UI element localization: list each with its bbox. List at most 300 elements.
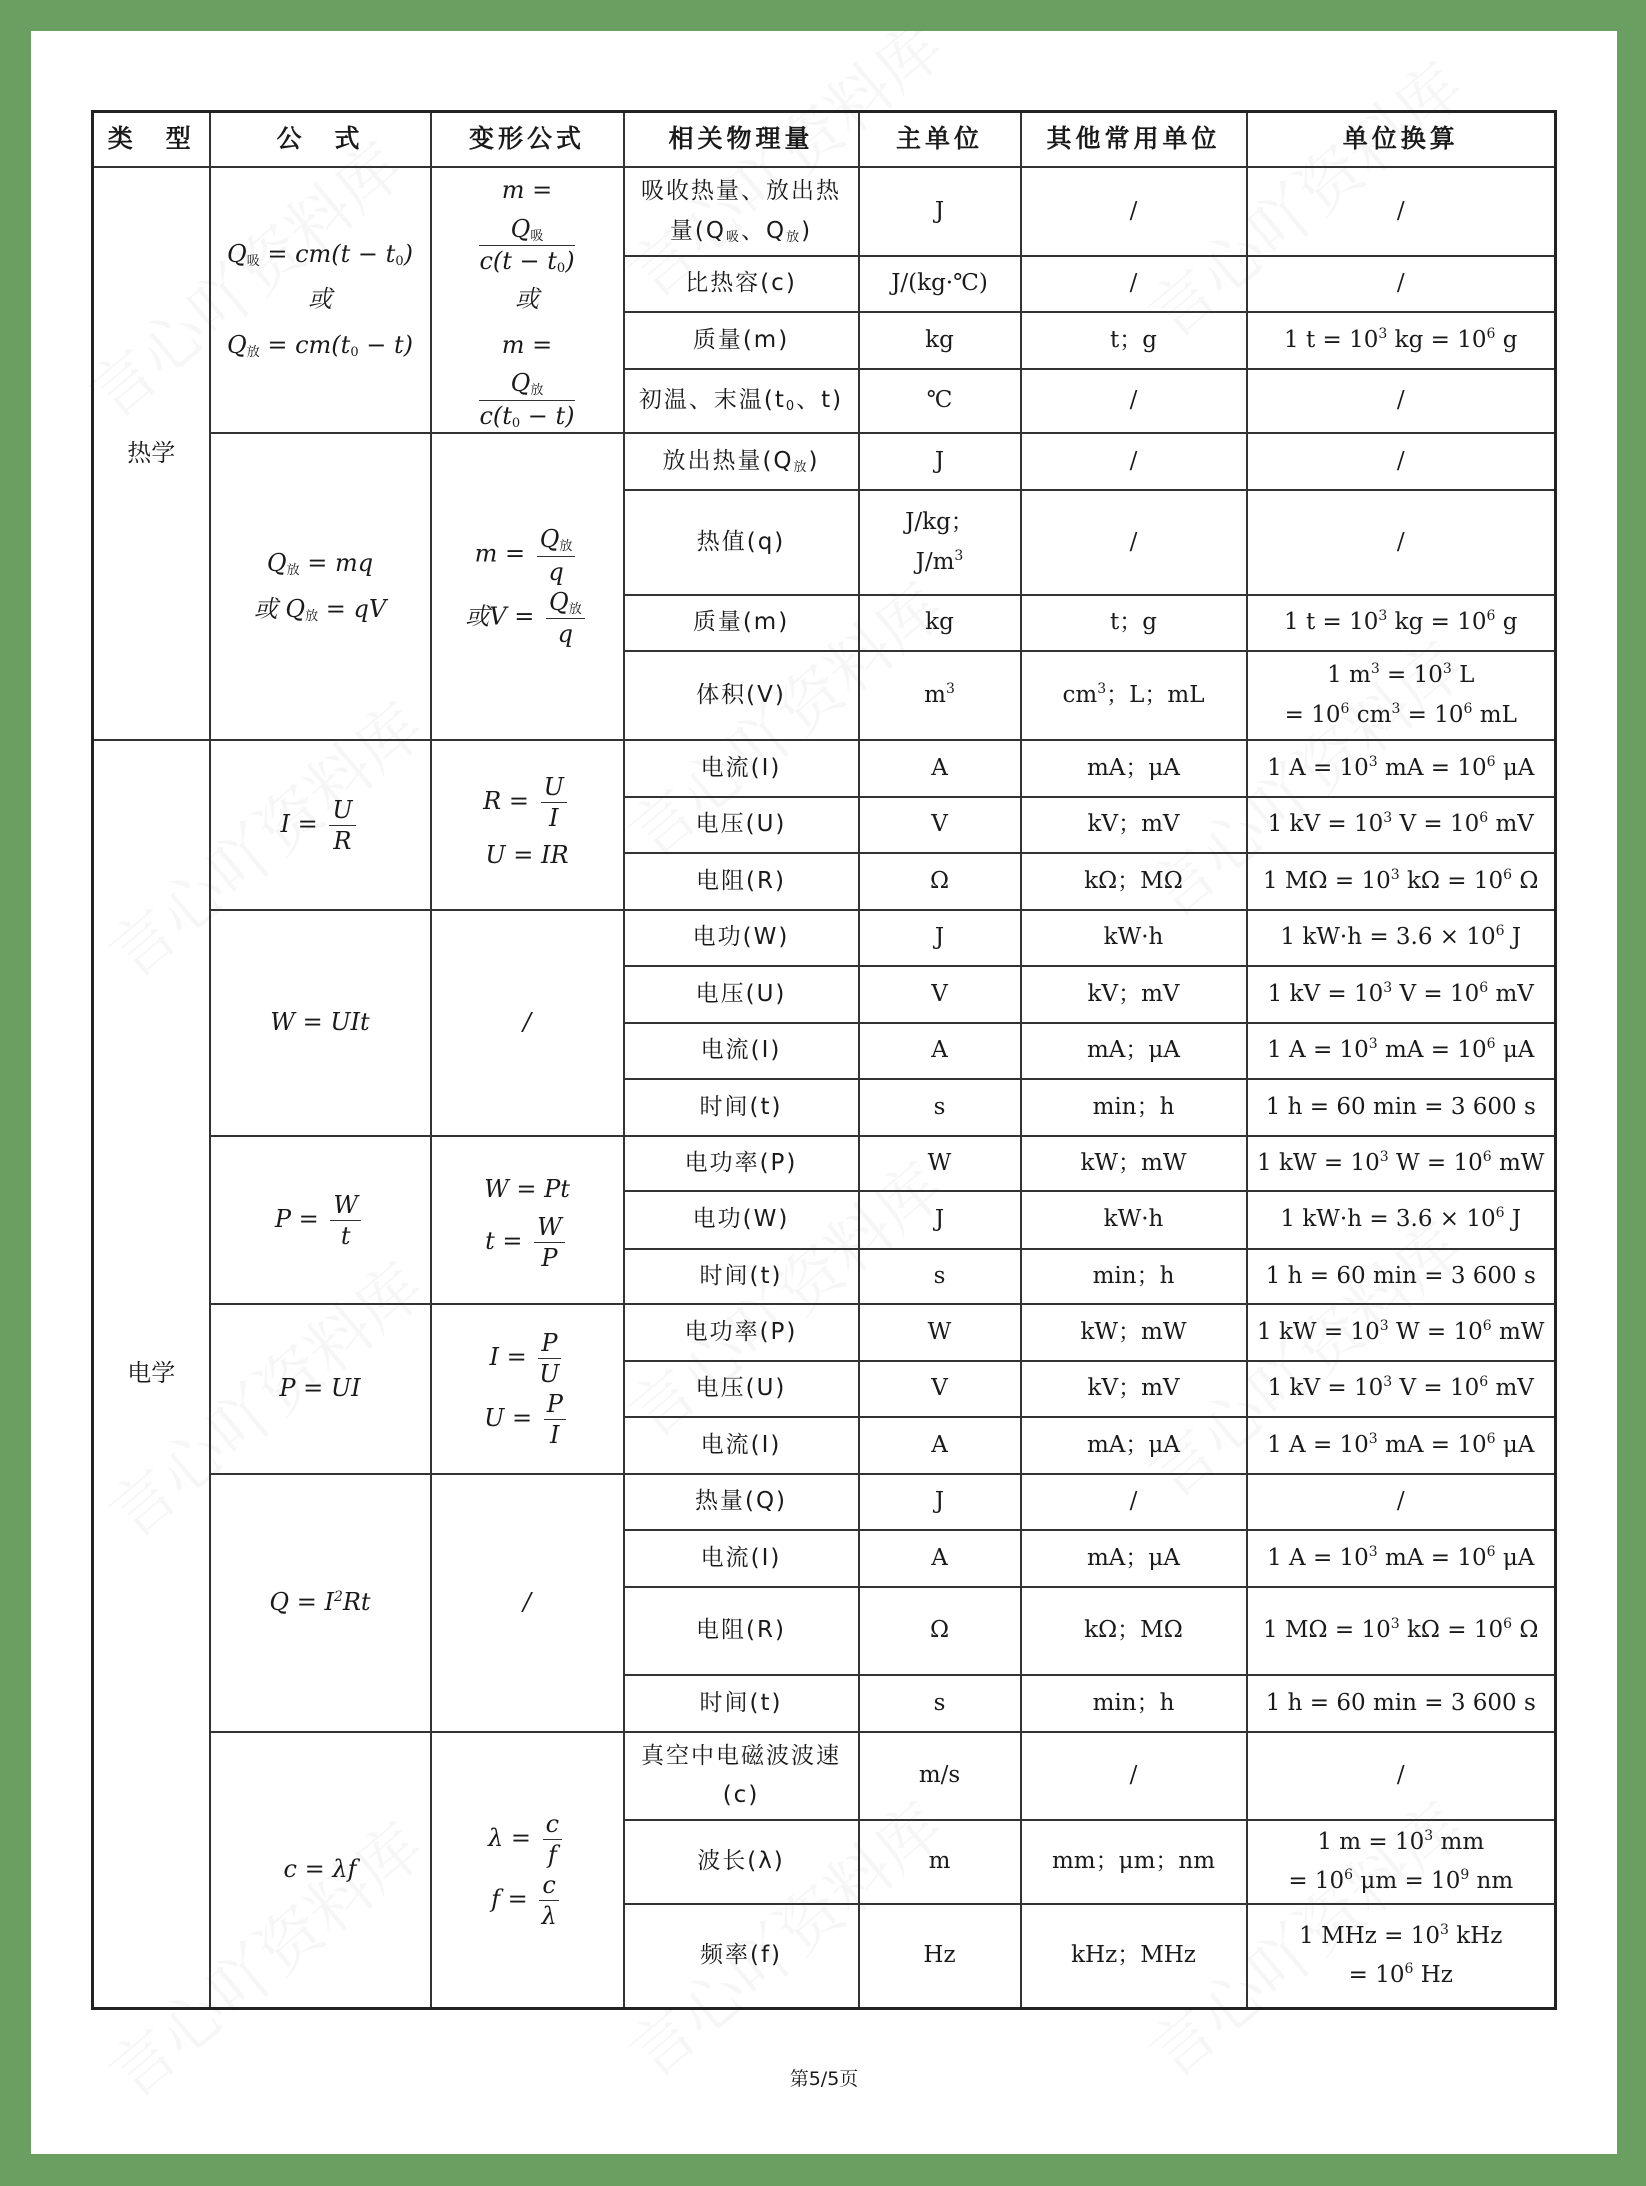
other-units-cell: mA；μA: [1021, 1023, 1247, 1079]
text-run: 1 MΩ = 10: [1263, 1617, 1391, 1644]
text-run: c(t − t: [479, 246, 557, 275]
formula-line: [438, 1809, 617, 1870]
text-run: μA: [1495, 1431, 1535, 1458]
formula-line: [217, 1190, 424, 1251]
formula-line: [438, 1212, 617, 1273]
type-cell: 热学: [93, 167, 210, 740]
text-run: 1 MΩ = 10: [1263, 867, 1391, 894]
text-run: 1 t = 10: [1284, 609, 1379, 636]
main-unit-cell: J: [859, 167, 1021, 256]
quantity-cell: 频率(f): [624, 1904, 859, 2008]
other-units-cell: /: [1021, 1474, 1247, 1530]
formula-line: [217, 1366, 424, 1412]
formula-line: [438, 833, 617, 879]
numerator: [330, 1190, 361, 1221]
subscript: 吸: [725, 229, 741, 245]
text-run: cm: [1349, 701, 1392, 728]
text-run: 或 Q: [253, 594, 306, 623]
text-run: 初温、末温(t: [638, 387, 786, 414]
text-run: 1 A = 10: [1267, 1037, 1369, 1064]
conversion-cell: [1247, 1530, 1556, 1587]
conversion-cell: [1247, 966, 1556, 1023]
text-run: c: [542, 1870, 556, 1899]
main-unit-cell: kg: [859, 595, 1021, 651]
quantity-cell: 热值(q): [624, 490, 859, 595]
main-unit-cell: W: [859, 1136, 1021, 1191]
text-run: = mq: [299, 548, 374, 577]
subscript: 放: [305, 608, 319, 624]
type-cell: 电学: [93, 740, 210, 2008]
superscript: 6: [1486, 1543, 1496, 1560]
conversion-cell: /: [1247, 369, 1556, 433]
variant-formula-cell: [431, 1732, 624, 2008]
formula-line: [438, 168, 617, 214]
subscript: 放: [568, 601, 582, 617]
superscript: 9: [1460, 1867, 1470, 1883]
text-run: mV: [1488, 811, 1534, 838]
subscript: 0: [556, 260, 566, 276]
superscript: 3: [1368, 1430, 1378, 1447]
table-row: [93, 1732, 1556, 1820]
other-units-cell: /: [1021, 256, 1247, 312]
other-units-cell: kV；mV: [1021, 966, 1247, 1023]
text-run: μA: [1495, 1037, 1535, 1064]
subscript: 0: [395, 253, 404, 269]
quantity-cell: 电功率(P): [624, 1304, 859, 1361]
quantity-cell: 体积(V): [624, 651, 859, 740]
quantity-cell: 时间(t): [624, 1675, 859, 1732]
other-units-cell: min；h: [1021, 1249, 1247, 1304]
table-row: [93, 910, 1556, 966]
formula-line: [438, 214, 617, 278]
denominator: [544, 1420, 566, 1450]
main-unit-cell: J: [859, 910, 1021, 966]
text-run: 1 A = 10: [1267, 754, 1369, 781]
table-row: [93, 1304, 1556, 1361]
variant-formula-cell: [431, 910, 624, 1136]
formula-line: [438, 1870, 617, 1931]
formula-line: [438, 524, 617, 586]
header-unit-conversion: 单位换算: [1247, 112, 1556, 168]
main-unit-cell: V: [859, 797, 1021, 853]
fraction: [534, 1212, 565, 1273]
main-unit-cell: m/s: [859, 1732, 1021, 1820]
text-run: = cm(t − t: [259, 239, 396, 268]
quantity-cell: 电功(W): [624, 910, 859, 966]
text-run: kΩ = 10: [1399, 867, 1504, 894]
text-run: = 10: [1288, 1868, 1345, 1894]
other-units-cell: kW·h: [1021, 910, 1247, 966]
text-run: t =: [485, 1227, 531, 1256]
text-run: 或V =: [465, 602, 542, 631]
quantity-cell: [624, 369, 859, 433]
superscript: 3: [1370, 661, 1380, 678]
text-run: Hz: [1413, 1961, 1453, 1988]
conversion-cell: [1247, 1023, 1556, 1079]
main-unit-cell: kg: [859, 312, 1021, 369]
text-run: Q: [549, 587, 569, 616]
text-run: kHz: [1448, 1922, 1503, 1949]
table-row: [93, 1136, 1556, 1191]
conversion-cell: /: [1247, 490, 1556, 595]
text-run: 1 MHz = 10: [1299, 1922, 1440, 1949]
other-units-cell: min；h: [1021, 1675, 1247, 1732]
text-run: mA = 10: [1377, 754, 1487, 781]
fraction: [537, 524, 576, 586]
superscript: 3: [1442, 661, 1452, 678]
table-row: [93, 740, 1556, 797]
main-unit-cell: A: [859, 1530, 1021, 1587]
main-unit-cell: A: [859, 1023, 1021, 1079]
text-run: I: [550, 1421, 560, 1449]
conversion-cell: [1247, 1417, 1556, 1474]
superscript: 6: [1463, 700, 1473, 717]
quantity-cell: 电压(U): [624, 797, 859, 853]
subscript: 0: [350, 344, 359, 360]
superscript: 6: [1486, 608, 1496, 625]
fraction: [330, 1190, 361, 1251]
text-run: W = 10: [1388, 1318, 1483, 1345]
text-run: g: [1495, 609, 1518, 636]
text-run: f: [547, 1840, 557, 1869]
text-run: ): [403, 239, 413, 268]
conversion-cell: [1247, 312, 1556, 369]
text-run: − t): [358, 330, 413, 359]
other-units-cell: kΩ；MΩ: [1021, 853, 1247, 910]
text-run: 、t): [796, 387, 844, 414]
quantity-cell: 电阻(R): [624, 853, 859, 910]
formula-cell: [210, 740, 431, 910]
subscript: 0: [785, 399, 797, 415]
formula-line: [217, 277, 424, 323]
main-unit-cell: J: [859, 1191, 1021, 1249]
quantity-cell: [624, 433, 859, 490]
other-units-cell: kW·h: [1021, 1191, 1247, 1249]
page-number: 第5/5页: [789, 2068, 859, 2090]
conversion-cell: [1247, 740, 1556, 797]
text-run: c: [545, 1809, 560, 1838]
quantity-cell: 电流(I): [624, 1417, 859, 1474]
text-run: q: [548, 557, 564, 586]
text-run: = 10: [1379, 662, 1443, 689]
text-run: λ =: [487, 1823, 539, 1852]
text-run: 1 A = 10: [1267, 1431, 1369, 1458]
text-run: J/m: [915, 548, 955, 575]
superscript: 3: [1390, 866, 1400, 883]
denominator: [479, 246, 574, 277]
main-unit-cell: J: [859, 433, 1021, 490]
superscript: 6: [1479, 979, 1489, 996]
superscript: 6: [1479, 1374, 1489, 1391]
text-run: t: [340, 1221, 351, 1250]
table-row: [93, 167, 1556, 256]
superscript: 3: [1378, 608, 1388, 625]
other-units-cell: kHz；MHz: [1021, 1904, 1247, 2008]
superscript: 3: [1368, 1543, 1378, 1560]
other-units-cell: /: [1021, 490, 1247, 595]
variant-formula-cell: [431, 433, 624, 740]
other-units-cell: min；h: [1021, 1079, 1247, 1136]
header-other-units: 其他常用单位: [1021, 112, 1247, 168]
text-run: m =: [474, 539, 533, 568]
numerator: [539, 1870, 558, 1901]
text-run: Q = I: [269, 1588, 334, 1617]
conversion-cell: [1247, 1820, 1556, 1904]
quantity-cell: 波长(λ): [624, 1820, 859, 1904]
superscript: 6: [1486, 1036, 1496, 1053]
text-run: q: [557, 619, 574, 648]
numerator: [543, 1809, 562, 1840]
superscript: 6: [1495, 1205, 1505, 1222]
formula-line: [217, 323, 424, 369]
text-run: kΩ = 10: [1399, 1617, 1504, 1644]
text-run: R: [333, 826, 352, 855]
main-unit-cell: [859, 651, 1021, 740]
main-unit-cell: A: [859, 1417, 1021, 1474]
superscript: 3: [1390, 1616, 1400, 1633]
text-run: Q: [266, 548, 287, 577]
superscript: 6: [1482, 1148, 1492, 1165]
superscript: 3: [954, 547, 964, 564]
numerator: [537, 524, 576, 556]
superscript: 3: [1383, 1374, 1393, 1391]
other-units-cell: mA；μA: [1021, 1530, 1247, 1587]
text-run: = 10: [1400, 701, 1464, 728]
text-run: mW: [1491, 1149, 1545, 1176]
superscript: 6: [1344, 1867, 1354, 1883]
quantity-cell: 时间(t): [624, 1079, 859, 1136]
subscript: 0: [511, 415, 521, 431]
other-units-cell: mA；μA: [1021, 1417, 1247, 1474]
text-run: U: [543, 772, 564, 801]
text-run: 放出热量(Q: [662, 447, 794, 474]
numerator: [544, 1389, 566, 1420]
text-run: kg = 10: [1387, 609, 1487, 636]
numerator: [538, 1328, 560, 1359]
superscript: 3: [1379, 1148, 1389, 1165]
superscript: 6: [1404, 1960, 1414, 1977]
conversion-cell: /: [1247, 1474, 1556, 1530]
denominator: [539, 1901, 558, 1931]
variant-formula-cell: [431, 1304, 624, 1474]
text-run: 、Q: [740, 217, 787, 244]
text-run: /: [522, 1588, 532, 1617]
text-run: W: [537, 1213, 562, 1242]
conversion-cell: 1 h = 60 min = 3 600 s: [1247, 1249, 1556, 1304]
fraction: [543, 1809, 562, 1870]
variant-formula-cell: [431, 167, 624, 433]
text-run: μm = 10: [1353, 1868, 1461, 1894]
text-run: W = UIt: [270, 1008, 370, 1037]
other-units-cell: /: [1021, 369, 1247, 433]
text-run: P: [541, 1329, 558, 1357]
table-row: [93, 1474, 1556, 1530]
main-unit-cell: s: [859, 1675, 1021, 1732]
superscript: 3: [1383, 810, 1393, 827]
other-units-cell: kW；mW: [1021, 1136, 1247, 1191]
text-run: 1 kW·h = 3.6 × 10: [1280, 1206, 1496, 1233]
quantity-cell: 电流(I): [624, 1023, 859, 1079]
other-units-cell: mm；μm；nm: [1021, 1820, 1247, 1904]
superscript: 3: [1439, 1921, 1449, 1938]
text-run: − t): [520, 401, 575, 430]
text-run: 1 kV = 10: [1267, 1375, 1384, 1402]
formula-line: [438, 1167, 617, 1213]
fraction: [538, 1328, 560, 1389]
superscript: 6: [1482, 1317, 1492, 1334]
formula-cell: [210, 1136, 431, 1304]
main-unit-cell: Ω: [859, 1587, 1021, 1675]
text-run: μA: [1495, 754, 1535, 781]
conversion-cell: [1247, 1587, 1556, 1675]
text-run: V = 10: [1392, 1375, 1480, 1402]
quantity-cell: 比热容(c): [624, 256, 859, 312]
superscript: 3: [1368, 1036, 1378, 1053]
quantity-cell: 电流(I): [624, 740, 859, 797]
text-run: 1 t = 10: [1284, 326, 1379, 353]
quantity-cell: 电功(W): [624, 1191, 859, 1249]
text-run: = 10: [1284, 701, 1341, 728]
subscript: 放: [559, 539, 573, 555]
text-run: Q: [227, 330, 247, 359]
other-units-cell: kV；mV: [1021, 1361, 1247, 1417]
text-run: ): [808, 447, 820, 474]
text-run: g: [1495, 326, 1518, 353]
denominator: [537, 557, 576, 587]
other-units-cell: /: [1021, 1732, 1247, 1820]
other-units-cell: [1021, 651, 1247, 740]
formula-line: [438, 1000, 617, 1046]
conversion-cell: [1247, 651, 1556, 740]
other-units-cell: kV；mV: [1021, 797, 1247, 853]
text-run: mA = 10: [1377, 1431, 1487, 1458]
text-run: W: [333, 1190, 359, 1219]
text-run: mA = 10: [1377, 1544, 1487, 1571]
main-unit-cell: ℃: [859, 369, 1021, 433]
formula-line: [438, 1580, 617, 1626]
other-units-cell: /: [1021, 167, 1247, 256]
formula-cell: [210, 1474, 431, 1732]
text-run: P =: [274, 1204, 327, 1233]
text-run: m: [924, 681, 946, 708]
subscript: 放: [786, 229, 802, 245]
superscript: 3: [1368, 753, 1378, 770]
text-run: I =: [280, 809, 326, 838]
quantity-cell: 热量(Q): [624, 1474, 859, 1530]
conversion-cell: [1247, 910, 1556, 966]
formula-line: [438, 587, 617, 649]
quantity-cell: 质量(m): [624, 312, 859, 369]
superscript: 6: [1479, 810, 1489, 827]
text-run: mA = 10: [1377, 1037, 1487, 1064]
formula-line: [438, 277, 617, 323]
superscript: 6: [1503, 1616, 1513, 1633]
text-run: c = λf: [283, 1854, 357, 1883]
main-unit-cell: J: [859, 1474, 1021, 1530]
subscript: 放: [286, 562, 300, 578]
conversion-cell: /: [1247, 1732, 1556, 1820]
superscript: 3: [1391, 700, 1401, 717]
physics-formula-table: [91, 110, 1557, 2010]
denominator: [330, 1221, 361, 1251]
conversion-cell: [1247, 1361, 1556, 1417]
numerator: [534, 1212, 565, 1243]
conversion-cell: [1247, 853, 1556, 910]
numerator: [479, 368, 574, 400]
fraction: [544, 1389, 566, 1450]
fraction: [539, 1870, 558, 1931]
other-units-cell: /: [1021, 433, 1247, 490]
denominator: [541, 803, 567, 833]
table-header-row: [93, 112, 1556, 168]
superscript: 6: [1503, 866, 1513, 883]
formula-cell: [210, 1304, 431, 1474]
text-run: f =: [491, 1884, 536, 1913]
formula-line: [438, 1328, 617, 1389]
text-run: L: [1451, 662, 1475, 689]
denominator: [479, 401, 574, 432]
text-run: 1 kW = 10: [1257, 1318, 1380, 1345]
text-run: 1 kV = 10: [1267, 980, 1384, 1007]
main-unit-cell: Hz: [859, 1904, 1021, 2008]
formula-line: [217, 795, 424, 856]
text-run: Q: [510, 369, 531, 398]
text-run: λ: [541, 1901, 557, 1930]
text-run: m =: [501, 176, 553, 205]
numerator: [329, 795, 355, 826]
other-units-cell: t；g: [1021, 595, 1247, 651]
main-unit-cell: [859, 490, 1021, 595]
formula-line: [438, 368, 617, 432]
conversion-cell: 1 h = 60 min = 3 600 s: [1247, 1079, 1556, 1136]
header-variant-formula: 变形公式: [431, 112, 624, 168]
text-run: 1 kW = 10: [1257, 1149, 1380, 1176]
main-unit-cell: s: [859, 1079, 1021, 1136]
other-units-cell: mA；μA: [1021, 740, 1247, 797]
quantity-cell: 电流(I): [624, 1530, 859, 1587]
superscript: 3: [945, 680, 955, 697]
formula-line: [438, 772, 617, 833]
text-run: /: [522, 1008, 532, 1037]
denominator: [543, 1840, 562, 1870]
main-unit-cell: m: [859, 1820, 1021, 1904]
text-run: 1 m: [1327, 662, 1371, 689]
text-run: U = IR: [485, 840, 569, 869]
main-unit-cell: V: [859, 966, 1021, 1023]
text-run: U: [539, 1360, 560, 1388]
main-unit-cell: V: [859, 1361, 1021, 1417]
header-main-unit: 主单位: [859, 112, 1021, 168]
subscript: 吸: [246, 253, 260, 269]
other-units-cell: kΩ；MΩ: [1021, 1587, 1247, 1675]
conversion-cell: 1 h = 60 min = 3 600 s: [1247, 1675, 1556, 1732]
quantity-cell: 质量(m): [624, 595, 859, 651]
denominator: [534, 1243, 565, 1273]
formula-line: [217, 541, 424, 587]
text-run: Ω: [1512, 867, 1539, 894]
superscript: 3: [1379, 1317, 1389, 1334]
text-run: Ω: [1512, 1617, 1539, 1644]
text-run: nm: [1469, 1868, 1514, 1894]
text-run: m =: [501, 330, 553, 359]
header-type: 类 型: [93, 112, 210, 168]
text-run: mV: [1488, 1375, 1534, 1402]
numerator: [546, 587, 585, 619]
superscript: 6: [1495, 923, 1505, 940]
text-run: 吸收热量、放出热量(Q: [641, 178, 841, 244]
variant-formula-cell: [431, 740, 624, 910]
other-units-cell: t；g: [1021, 312, 1247, 369]
